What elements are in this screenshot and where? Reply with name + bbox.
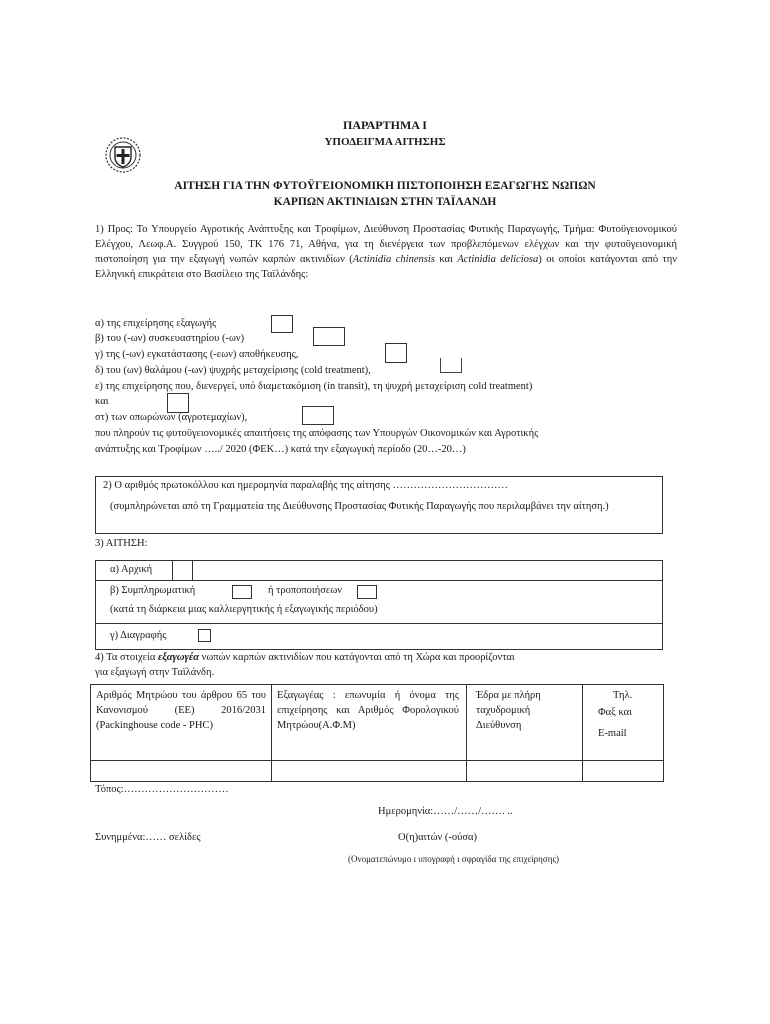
application-supplementary-label: β) Συμπληρωματική [110, 585, 196, 596]
requirements-line2: ανάπτυξης και Τροφίμων …../ 2020 (ΦΕΚ…) κατά την εξαγωγική περίοδο (20…-20…) [95, 444, 466, 455]
section1-paragraph: 1) Προς: Το Υπουργείο Αγροτικής Ανάπτυξης και Τροφίμων, Διεύθυνση Προστασίας Φυτικής Παραγωγής, Τμήμα: Φυτοϋγειονομικού Ελέγχου, Λεωφ.Α. Συγγρού 150, ΤΚ 176 71, Αθήνα, για τη διενέργεια των προβλεπόμενων ελέγχων και την φυτοϋγειονομική πιστοποίηση για την εξαγωγή νωπών καρπών ακτινιδίων (Actinidia chinensis και Actinidia deliciosa) οι οποίοι κατάγονται από την Ελληνική επικράτεια στο Βασίλειο της Ταϊλάνδης: [95, 224, 678, 280]
section3-divider-2 [95, 623, 663, 624]
entity-a-checkbox[interactable] [271, 315, 293, 333]
main-title-line2: ΚΑΡΠΩΝ ΑΚΤΙΝΙΔΙΩΝ ΣΤΗΝ ΤΑΪΛΑΝΔΗ [273, 196, 497, 208]
entity-f-label: στ) των οπωρώνων (αγροτεμαχίων), [95, 412, 248, 423]
section4-intro-line2: για εξαγωγή στην Ταϊλάνδη. [95, 667, 215, 678]
entity-c-checkbox[interactable] [385, 343, 407, 363]
attachments-field[interactable]: Συνημμένα:…… σελίδες [95, 832, 201, 843]
form-subtitle: ΥΠΟΔΕΙΓΜΑ ΑΙΤΗΣΗΣ [324, 136, 446, 148]
entity-b-label: β) του (-ων) συσκευαστηρίου (-ων) [95, 333, 245, 344]
table-header-contact-fax: Φαξ και [598, 707, 633, 718]
and-connector: και [95, 396, 109, 407]
table-header-registry-number: Αριθμός Μητρώου του άρθρου 65 του Κανονισμού (ΕΕ) 2016/2031 (Packinghouse code - PHC) [96, 690, 266, 731]
table-header-contact-email: E-mail [598, 728, 627, 739]
protocol-number-field[interactable]: 2) Ο αριθμός πρωτοκόλλου και ημερομηνία παραλαβής της αίτησης …………………………… [103, 480, 509, 491]
protocol-note: (συμπληρώνεται από τη Γραμματεία της Διεύθυνσης Προστασίας Φυτικής Παραγωγής που περιλαμβάνει την αίτηση.) [110, 501, 609, 512]
application-initial-label: α) Αρχική [110, 564, 153, 575]
table-header-contact-phone: Τηλ. [613, 690, 633, 701]
cell-registry-number[interactable] [91, 761, 270, 779]
entity-b-checkbox[interactable] [313, 327, 345, 346]
cell-exporter[interactable] [272, 761, 465, 779]
cell-contact[interactable] [583, 761, 661, 779]
main-title-line1: ΑΙΤΗΣΗ ΓΙΑ ΤΗΝ ΦΥΤΟΫΓΕΙΟΝΟΜΙΚΗ ΠΙΣΤΟΠΟΙΗΣΗ ΕΞΑΓΩΓΗΣ ΝΩΠΩΝ [174, 180, 596, 192]
application-deletion-label: γ) Διαγραφής [110, 630, 167, 641]
table-header-address: Έδρα με πλήρη ταχυδρομική Διεύθυνση [476, 690, 541, 731]
entity-c-label: γ) της (-ων) εγκατάστασης (-εων) αποθήκευσης, [95, 349, 299, 360]
section4-intro-line1: 4) Τα στοιχεία εξαγωγέα νωπών καρπών ακτινιδίων που κατάγονται από τη Χώρα και προορίζονται [95, 652, 515, 663]
entity-e-checkbox[interactable] [167, 393, 189, 413]
signature-note: (Ονοματεπώνυμο ι υπογραφή ι σφραγίδα της επιχείρησης) [348, 854, 559, 864]
application-deletion-checkbox[interactable] [198, 629, 211, 642]
entity-e-label: ε) της επιχείρησης που, διενεργεί, υπό διαμετακόμιση (in transit), τη ψυχρή μεταχείριση cold treatment) [95, 381, 533, 392]
application-initial-checkbox[interactable] [172, 560, 193, 581]
cell-address[interactable] [467, 761, 581, 779]
date-field[interactable]: Ημερομηνία:……/……/……. .. [378, 806, 513, 817]
requirements-line1: που πληρούν τις φυτοϋγειονομικές απαιτήσεις της απόφασης των Υπουργών Οικονομικών και Αγροτικής [95, 428, 539, 439]
annex-title: ΠΑΡΑΡΤΗΜΑ Ι [343, 118, 427, 132]
applicant-label: Ο(η)αιτών (-ούσα) [398, 832, 477, 843]
place-field[interactable]: Τόπος:………………………… [95, 784, 229, 795]
section3-title: 3) ΑΙΤΗΣΗ: [95, 538, 148, 549]
entity-a-label: α) της επιχείρησης εξαγωγής [95, 318, 217, 329]
entity-f-checkbox[interactable] [302, 406, 334, 425]
entity-d-checkbox[interactable] [440, 358, 462, 373]
supplementary-note: (κατά τη διάρκεια μιας καλλιεργητικής ή εξαγωγικής περιόδου) [110, 604, 378, 615]
application-supplementary-checkbox[interactable] [232, 585, 252, 599]
amendment-label: ή τροποποιήσεων [268, 585, 342, 596]
entity-d-label: δ) του (ων) θαλάμου (-ων) ψυχρής μεταχείρισης (cold treatment), [95, 365, 371, 376]
amendment-checkbox[interactable] [357, 585, 377, 599]
table-header-exporter: Εξαγωγέας : επωνυμία ή όνομα της επιχείρησης και Αριθμός Φορολογικού Μητρώου(Α.Φ.Μ) [277, 690, 459, 731]
